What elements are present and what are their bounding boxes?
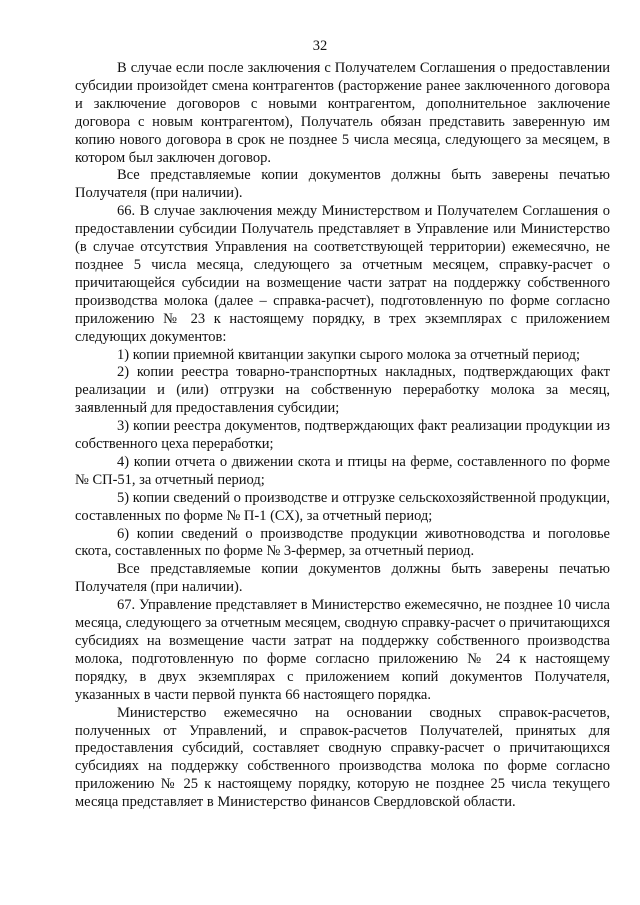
list-item-2: 2) копии реестра товарно-транспортных накладных, подтверждающих факт реализации и (или) отгрузки на собственную переработку молока за месяц, заявленный для предоставления субсидии; <box>75 364 610 417</box>
list-item-3: 3) копии реестра документов, подтверждающих факт реализации продукции из собственного цеха переработки; <box>75 418 610 453</box>
paragraph-certification-note-2: Все представляемые копии документов должны быть заверены печатью Получателя (при наличии). <box>75 561 610 596</box>
list-item-4: 4) копии отчета о движении скота и птицы на ферме, составленного по форме № СП-51, за отчетный период; <box>75 453 610 488</box>
paragraph-certification-note: Все представляемые копии документов должны быть заверены печатью Получателя (при наличии). <box>75 167 610 202</box>
document-body <box>75 60 610 812</box>
page-number: 32 <box>312 38 328 54</box>
list-item-1: 1) копии приемной квитанции закупки сырого молока за отчетный период; <box>117 346 580 363</box>
paragraph-clause-67: 67. Управление представляет в Министерство ежемесячно, не позднее 10 числа месяца, следующего за отчетным месяцем, сводную справку-расчет о причитающихся субсидиях на возмещение части затрат на поддержку собственного производства молока, подготовленную по форме согласно приложению № 24 к настоящему порядку, в двух экземплярах с приложением копий документов Получателя, указанных в части первой пункта 66 настоящего порядка. <box>75 597 610 703</box>
paragraph-contractor-change: В случае если после заключения с Получателем Соглашения о предоставлении субсидии произойдет смена контрагентов (расторжение ранее заключенного договора и заключение договоров с новыми контрагентом, дополнительное заключение договора с новым контрагентом), Получатель обязан представить заверенную им копию нового договора в срок не позднее 5 числа месяца, следующего за месяцем, в котором был заключен договор. <box>75 60 610 166</box>
list-item-6: 6) копии сведений о производстве продукции животноводства и поголовье скота, составленных по форме № 3-фермер, за отчетный период. <box>75 525 610 560</box>
paragraph-ministry-summary: Министерство ежемесячно на основании сводных справок-расчетов, полученных от Управлений, и справок-расчетов Получателей, принятых для предоставления субсидий, составляет сводную справку-расчет о причитающихся субсидиях на поддержку собственного производства молока по форме согласно приложению № 25 к настоящему порядку, которую не позднее 25 числа текущего месяца представляет в Министерство финансов Свердловской области. <box>75 704 610 811</box>
list-item-5: 5) копии сведений о производстве и отгрузке сельскохозяйственной продукции, составленных по форме № П-1 (СХ), за отчетный период; <box>75 489 610 524</box>
paragraph-clause-66: 66. В случае заключения между Министерством и Получателем Соглашения о предоставлении субсидии Получатель представляет в Управление или Министерство (в случае отсутствия Управления на соответствующей территории) ежемесячно, не позднее 5 числа месяца, следующего за отчетным месяцем, справку-расчет о причитающейся субсидии на возмещение части затрат на поддержку собственного производства молока (далее – справка-расчет), подготовленную по форме согласно приложению № 23 к настоящему порядку, в трех экземплярах с приложением следующих документов: <box>75 203 610 345</box>
